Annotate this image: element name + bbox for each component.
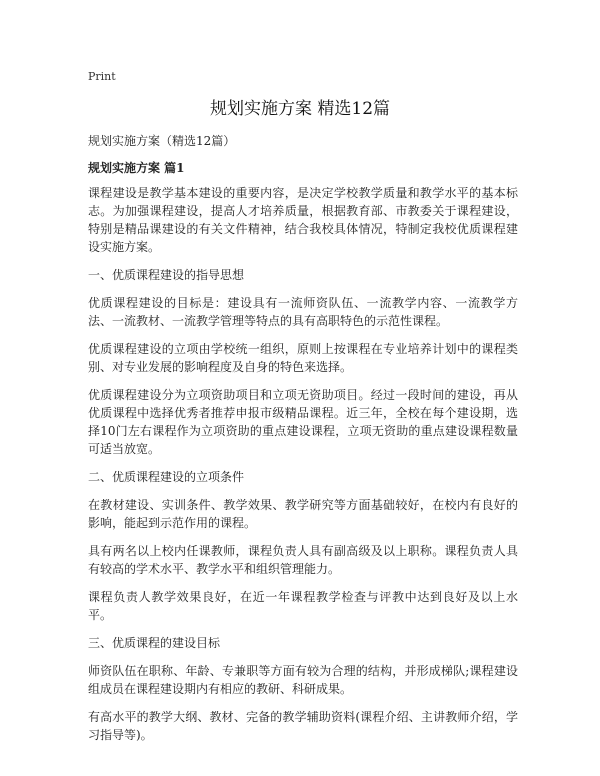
subsection-heading: 二、优质课程建设的立项条件 bbox=[88, 470, 245, 484]
subsection-heading: 一、优质课程建设的指导思想 bbox=[88, 268, 245, 282]
paragraph: 课程负责人教学效果良好，在近一年课程教学检查与评教中达到良好及以上水平。 bbox=[88, 590, 518, 622]
document-body bbox=[88, 132, 518, 754]
paragraph: 在教材建设、实训条件、教学效果、教学研究等方面基础较好，在校内有良好的影响，能起到示范作用的课程。 bbox=[88, 498, 518, 530]
paragraph: 优质课程建设的目标是：建设具有一流师资队伍、一流教学内容、一流教学方法、一流教材、一流教学管理等特点的具有高职特色的示范性课程。 bbox=[88, 296, 518, 328]
paragraph: 具有两名以上校内任课教师，课程负责人具有副高级及以上职称。课程负责人具有较高的学术水平、教学水平和组织管理能力。 bbox=[88, 544, 518, 576]
document-subtitle: 规划实施方案（精选12篇） bbox=[88, 134, 236, 148]
subsection-heading: 三、优质课程的建设目标 bbox=[88, 636, 221, 650]
paragraph: 有高水平的教学大纲、教材、完备的教学辅助资料(课程介绍、主讲教师介绍，学习指导等)。 bbox=[88, 710, 518, 742]
paragraph: 课程建设是教学基本建设的重要内容，是决定学校教学质量和教学水平的基本标志。为加强课程建设，提高人才培养质量，根据教育部、市教委关于课程建设，特别是精品课建设的有关文件精神，结合我校具体情况，特制定我校优质课程建设实施方案。 bbox=[88, 186, 518, 254]
paragraph: 师资队伍在职称、年龄、专兼职等方面有较为合理的结构，并形成梯队;课程建设组成员在课程建设期内有相应的教研、科研成果。 bbox=[88, 664, 518, 696]
document-title: 规划实施方案 精选12篇 bbox=[209, 99, 391, 119]
section-heading: 规划实施方案 篇1 bbox=[88, 161, 185, 175]
paragraph: 优质课程建设分为立项资助项目和立项无资助项目。经过一段时间的建设，再从优质课程中选择优秀者推荐申报市级精品课程。近三年，全校在每个建设期，选择10门左右课程作为立项资助的重点建设课程，立项无资助的重点建设课程数量可适当放宽。 bbox=[88, 388, 518, 456]
paragraph: 优质课程建设的立项由学校统一组织，原则上按课程在专业培养计划中的课程类别、对专业发展的影响程度及自身的特色来选择。 bbox=[88, 342, 518, 374]
print-label[interactable]: Print bbox=[88, 70, 116, 83]
